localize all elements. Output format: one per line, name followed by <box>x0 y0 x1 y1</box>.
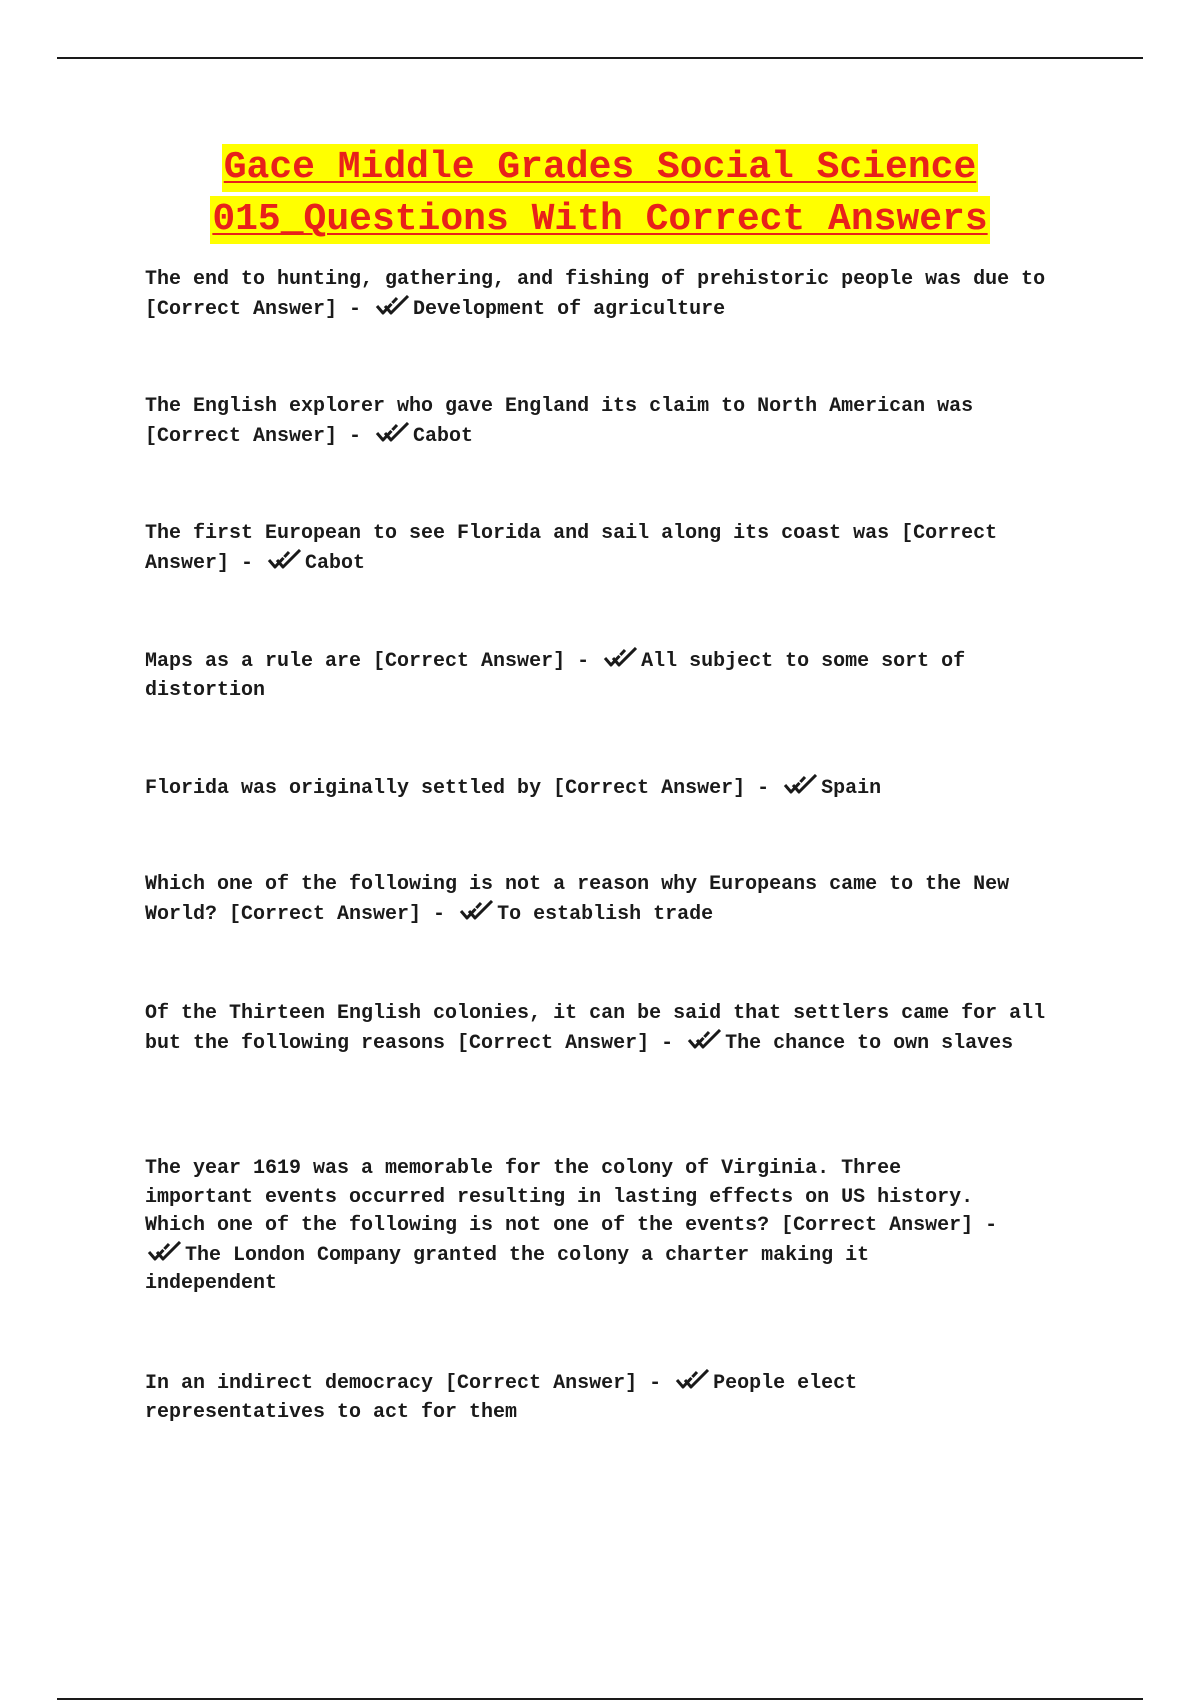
answer-text: Development of agriculture <box>413 297 726 321</box>
qa-item <box>145 1155 1010 1299</box>
double-check-icon <box>603 647 639 669</box>
double-check-icon <box>147 1241 183 1263</box>
question-text: The first European to see Florida and sail along its coast was [Correct Answer] <box>145 522 1010 575</box>
qa-item <box>145 871 1075 929</box>
answer-text: To establish trade <box>497 902 714 926</box>
separator: - <box>637 1372 674 1395</box>
question-text: Florida was originally settled by [Correct Answer] <box>145 777 746 800</box>
double-check-icon <box>675 1369 711 1391</box>
double-check-icon <box>783 774 819 796</box>
double-check-icon <box>267 549 303 571</box>
double-check-icon <box>459 900 495 922</box>
title-line-2: 015_Questions With Correct Answers <box>210 196 989 244</box>
qa-item <box>145 393 1075 451</box>
separator: - <box>337 424 374 448</box>
double-check-icon <box>687 1029 723 1051</box>
double-check-icon <box>375 295 411 317</box>
title-line-1: Gace Middle Grades Social Science <box>222 144 979 192</box>
answer-text: Cabot <box>305 551 366 575</box>
question-text: Of the Thirteen English colonies, it can be said that settlers came for all but the following reasons [Correct Answer] <box>145 1002 1058 1055</box>
answer-text: People elect representatives to act for them <box>145 1372 870 1424</box>
separator: - <box>421 902 458 926</box>
document-title <box>0 144 1200 248</box>
qa-item <box>145 1000 1075 1058</box>
separator: - <box>565 650 602 673</box>
separator: - <box>337 297 374 321</box>
answer-text: The chance to own slaves <box>725 1031 1014 1055</box>
question-text: Maps as a rule are [Correct Answer] <box>145 650 566 673</box>
qa-item <box>145 520 1075 578</box>
double-check-icon <box>375 422 411 444</box>
answer-text: Spain <box>821 777 882 800</box>
question-text: Which one of the following is not a reason why Europeans came to the New World? [Correct Answer] <box>145 873 1022 926</box>
top-rule <box>57 57 1143 59</box>
answer-text: All subject to some sort of distortion <box>145 650 978 702</box>
qa-item <box>145 774 1075 804</box>
separator: - <box>745 777 782 800</box>
answer-text: Cabot <box>413 424 474 448</box>
question-text: In an indirect democracy [Correct Answer] <box>145 1372 638 1395</box>
qa-item <box>145 1369 965 1427</box>
question-text: The end to hunting, gathering, and fishing of prehistoric people was due to [Correct Answer] <box>145 268 1058 321</box>
separator: - <box>229 551 266 575</box>
qa-item <box>145 266 1075 324</box>
qa-item <box>145 647 1075 705</box>
answer-text: The London Company granted the colony a charter making it independent <box>145 1243 882 1295</box>
question-text: The year 1619 was a memorable for the colony of Virginia. Three important events occurred resulting in lasting effects on US history. Which one of the following is not one of the events? [Correct Answer] <box>145 1157 986 1237</box>
question-text: The English explorer who gave England its claim to North American was [Correct Answer] <box>145 395 986 448</box>
separator: - <box>649 1031 686 1055</box>
separator: - <box>973 1214 1010 1237</box>
